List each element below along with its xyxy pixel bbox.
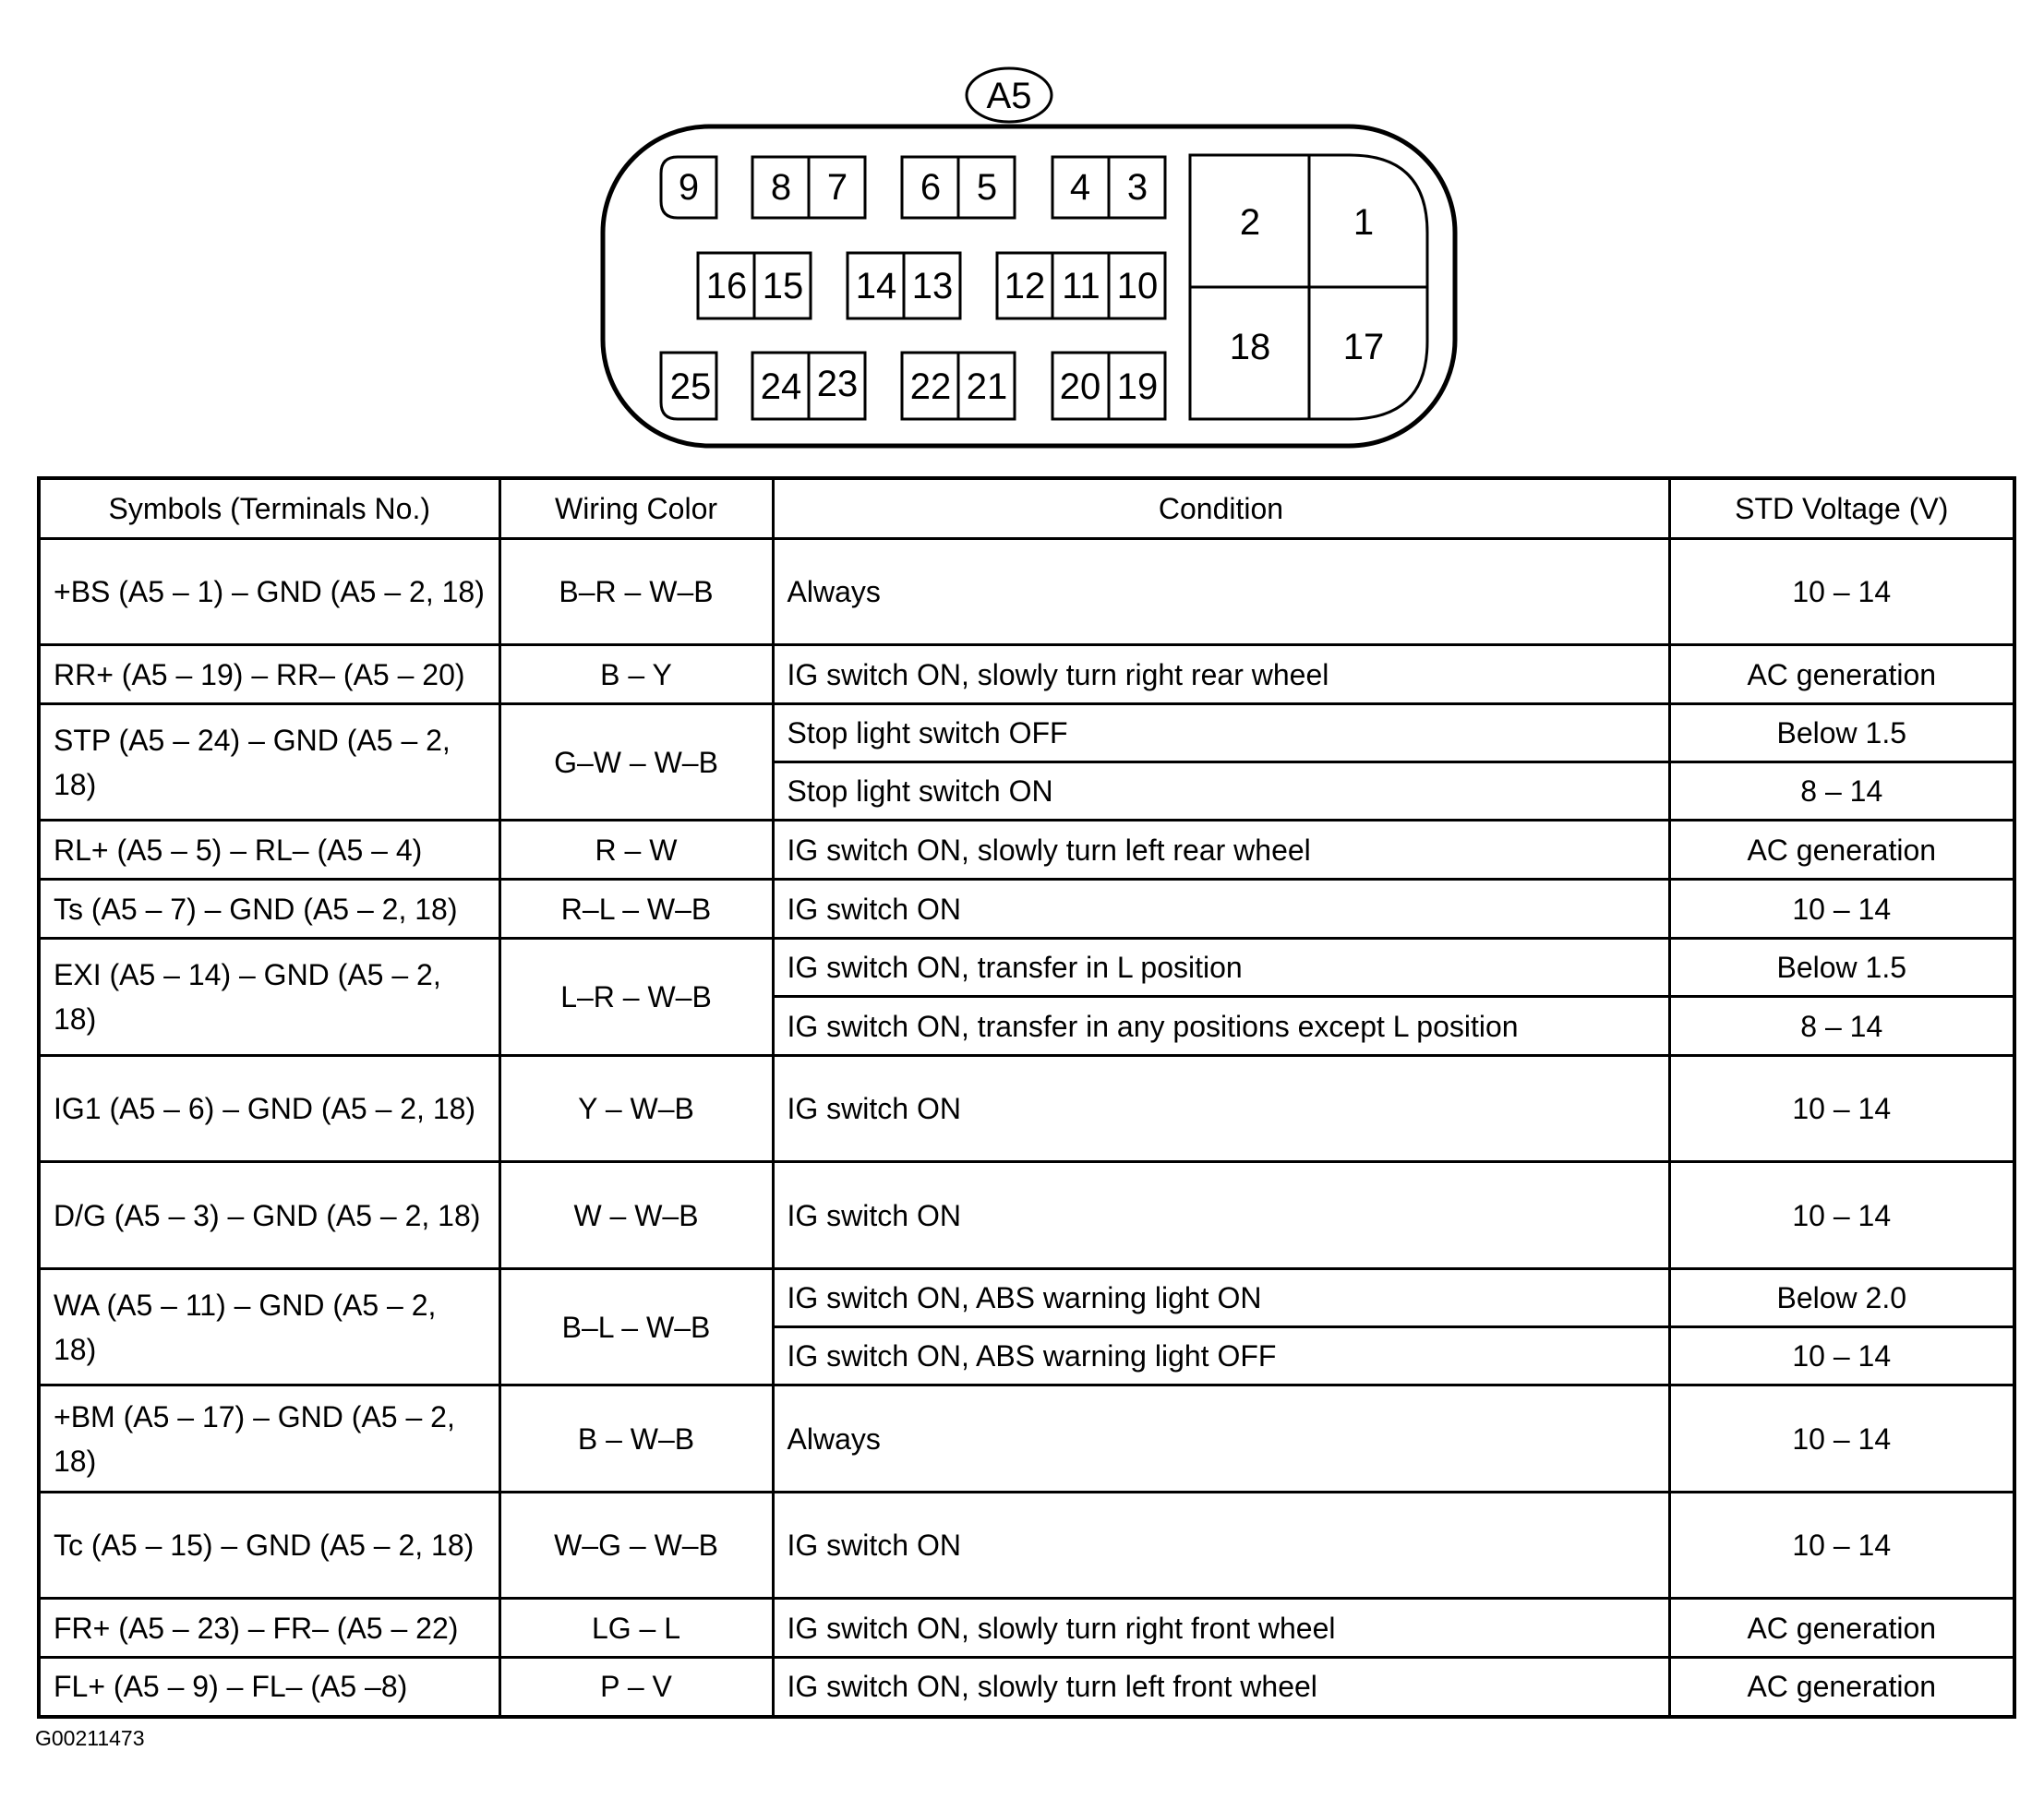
table-row [39, 1162, 2014, 1269]
condition-cell: IG switch ON, ABS warning light OFF [773, 1327, 1669, 1385]
terminal-voltage-table [37, 476, 2016, 1719]
wiring-color-cell: L–R – W–B [499, 939, 773, 1056]
symbol-cell: +BS (A5 – 1) – GND (A5 – 2, 18) [39, 539, 499, 645]
wiring-color-cell: Y – W–B [499, 1056, 773, 1162]
connector-a5-diagram [0, 0, 2044, 462]
table-row [39, 1269, 2014, 1327]
voltage-cell: AC generation [1669, 1658, 2014, 1717]
header-condition: Condition [773, 478, 1669, 539]
terminal-number: 20 [1059, 366, 1101, 407]
symbol-cell: RR+ (A5 – 19) – RR– (A5 – 20) [39, 645, 499, 704]
wiring-color-cell: LG – L [499, 1599, 773, 1658]
condition-cell: IG switch ON [773, 1056, 1669, 1162]
condition-cell: IG switch ON, transfer in L position [773, 939, 1669, 997]
terminal-number: 19 [1116, 366, 1159, 407]
terminal-number: 16 [705, 266, 748, 306]
terminal-number: 2 [1239, 202, 1261, 243]
voltage-cell: AC generation [1669, 821, 2014, 880]
wiring-color-cell: B – Y [499, 645, 773, 704]
voltage-cell: 10 – 14 [1669, 880, 2014, 939]
wiring-color-cell: W – W–B [499, 1162, 773, 1269]
condition-cell: IG switch ON, slowly turn right front wheel [773, 1599, 1669, 1658]
terminal-number: 15 [762, 266, 804, 306]
table-row [39, 704, 2014, 762]
table-row [39, 939, 2014, 997]
terminal-number: 17 [1342, 327, 1385, 367]
symbol-cell: Ts (A5 – 7) – GND (A5 – 2, 18) [39, 880, 499, 939]
condition-cell: IG switch ON [773, 880, 1669, 939]
terminal-number: 5 [976, 167, 998, 208]
terminal-number: 4 [1069, 167, 1091, 208]
connector-label: A5 [986, 76, 1032, 116]
voltage-cell: Below 2.0 [1669, 1269, 2014, 1327]
terminal-number: 10 [1116, 266, 1159, 306]
condition-cell: IG switch ON, slowly turn left rear wheel [773, 821, 1669, 880]
condition-cell: Always [773, 1385, 1669, 1493]
table-row [39, 1493, 2014, 1599]
header-symbols: Symbols (Terminals No.) [39, 478, 499, 539]
wiring-color-cell: P – V [499, 1658, 773, 1717]
table-row [39, 880, 2014, 939]
terminal-number: 14 [855, 266, 897, 306]
terminal-number: 18 [1229, 327, 1271, 367]
figure-code: G00211473 [35, 1726, 145, 1750]
terminal-number: 9 [678, 167, 700, 208]
table-row [39, 1599, 2014, 1658]
table-row [39, 821, 2014, 880]
header-std-voltage: STD Voltage (V) [1669, 478, 2014, 539]
terminal-number: 12 [1004, 266, 1046, 306]
symbol-cell: STP (A5 – 24) – GND (A5 – 2, 18) [39, 704, 499, 821]
wiring-color-cell: G–W – W–B [499, 704, 773, 821]
wiring-color-cell: R – W [499, 821, 773, 880]
voltage-cell: 8 – 14 [1669, 762, 2014, 821]
terminal-number: 23 [816, 364, 859, 404]
voltage-cell: 10 – 14 [1669, 1327, 2014, 1385]
condition-cell: Always [773, 539, 1669, 645]
terminal-number: 24 [760, 366, 802, 407]
voltage-cell: AC generation [1669, 645, 2014, 704]
voltage-cell: 10 – 14 [1669, 1493, 2014, 1599]
condition-cell: IG switch ON [773, 1493, 1669, 1599]
wiring-color-cell: R–L – W–B [499, 880, 773, 939]
voltage-cell: 10 – 14 [1669, 1385, 2014, 1493]
condition-cell: IG switch ON [773, 1162, 1669, 1269]
voltage-cell: 8 – 14 [1669, 997, 2014, 1056]
symbol-cell: FL+ (A5 – 9) – FL– (A5 –8) [39, 1658, 499, 1717]
voltage-cell: Below 1.5 [1669, 939, 2014, 997]
symbol-cell: EXI (A5 – 14) – GND (A5 – 2, 18) [39, 939, 499, 1056]
table-row [39, 645, 2014, 704]
table-row [39, 1385, 2014, 1493]
condition-cell: IG switch ON, transfer in any positions except L position [773, 997, 1669, 1056]
terminal-number: 6 [920, 167, 942, 208]
table-row [39, 1056, 2014, 1162]
wiring-color-cell: W–G – W–B [499, 1493, 773, 1599]
condition-cell: IG switch ON, slowly turn left front wheel [773, 1658, 1669, 1717]
symbol-cell: RL+ (A5 – 5) – RL– (A5 – 4) [39, 821, 499, 880]
condition-cell: IG switch ON, slowly turn right rear wheel [773, 645, 1669, 704]
terminal-number: 3 [1126, 167, 1148, 208]
table-header-row [39, 478, 2014, 539]
condition-cell: Stop light switch OFF [773, 704, 1669, 762]
voltage-cell: 10 – 14 [1669, 1162, 2014, 1269]
voltage-cell: AC generation [1669, 1599, 2014, 1658]
wiring-color-cell: B – W–B [499, 1385, 773, 1493]
header-wiring-color: Wiring Color [499, 478, 773, 539]
terminal-number: 1 [1353, 202, 1375, 243]
wiring-color-cell: B–L – W–B [499, 1269, 773, 1385]
terminal-number: 13 [911, 266, 954, 306]
voltage-cell: 10 – 14 [1669, 539, 2014, 645]
terminal-number: 21 [966, 366, 1008, 407]
terminal-number: 22 [909, 366, 952, 407]
symbol-cell: D/G (A5 – 3) – GND (A5 – 2, 18) [39, 1162, 499, 1269]
symbol-cell: IG1 (A5 – 6) – GND (A5 – 2, 18) [39, 1056, 499, 1162]
terminal-number: 7 [826, 167, 848, 208]
condition-cell: IG switch ON, ABS warning light ON [773, 1269, 1669, 1327]
terminal-number: 11 [1062, 266, 1100, 306]
condition-cell: Stop light switch ON [773, 762, 1669, 821]
symbol-cell: Tc (A5 – 15) – GND (A5 – 2, 18) [39, 1493, 499, 1599]
voltage-cell: Below 1.5 [1669, 704, 2014, 762]
table-row [39, 539, 2014, 645]
symbol-cell: +BM (A5 – 17) – GND (A5 – 2, 18) [39, 1385, 499, 1493]
symbol-cell: WA (A5 – 11) – GND (A5 – 2, 18) [39, 1269, 499, 1385]
terminal-number: 25 [669, 366, 712, 407]
voltage-cell: 10 – 14 [1669, 1056, 2014, 1162]
table-row [39, 1658, 2014, 1717]
terminal-number: 8 [770, 167, 792, 208]
symbol-cell: FR+ (A5 – 23) – FR– (A5 – 22) [39, 1599, 499, 1658]
wiring-color-cell: B–R – W–B [499, 539, 773, 645]
